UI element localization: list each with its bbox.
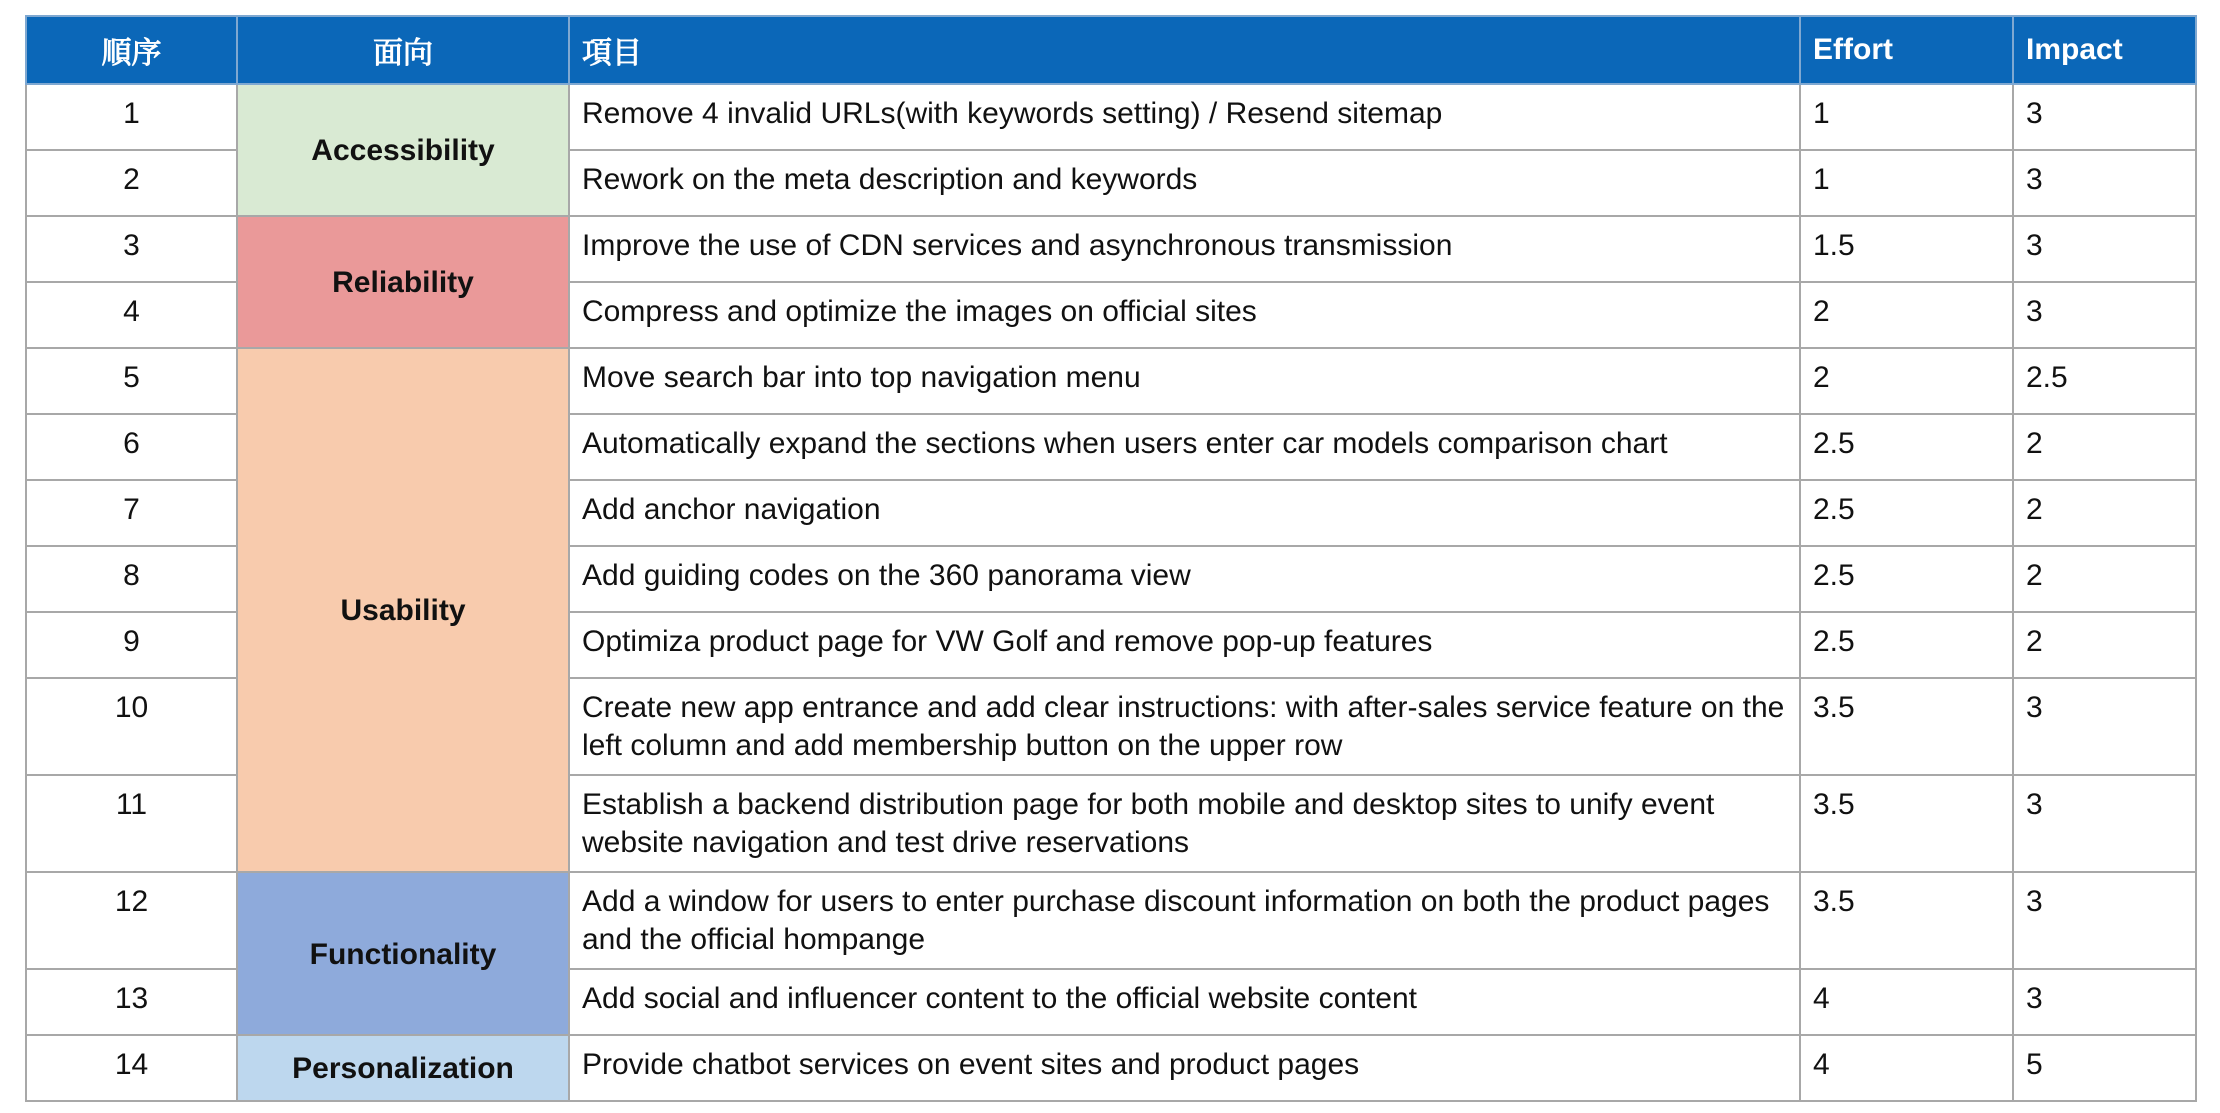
row-effort: 2.5 (1800, 414, 2013, 480)
header-item: 項目 (569, 16, 1800, 84)
row-item: Improve the use of CDN services and asynchronous transmission (569, 216, 1800, 282)
header-index: 順序 (26, 16, 237, 84)
row-impact: 3 (2013, 216, 2196, 282)
improvement-plan-table (25, 15, 2197, 1102)
row-impact: 2 (2013, 546, 2196, 612)
row-index: 12 (26, 872, 237, 969)
table-row (26, 84, 2196, 150)
row-effort: 4 (1800, 1035, 2013, 1101)
row-effort: 3.5 (1800, 775, 2013, 872)
row-item: Compress and optimize the images on official sites (569, 282, 1800, 348)
row-item: Add guiding codes on the 360 panorama view (569, 546, 1800, 612)
row-index: 8 (26, 546, 237, 612)
row-impact: 3 (2013, 150, 2196, 216)
category-accessibility: Accessibility (237, 84, 569, 216)
row-impact: 3 (2013, 969, 2196, 1035)
row-item: Provide chatbot services on event sites and product pages (569, 1035, 1800, 1101)
row-impact: 5 (2013, 1035, 2196, 1101)
table-header-row (26, 16, 2196, 84)
row-impact: 2.5 (2013, 348, 2196, 414)
row-impact: 3 (2013, 84, 2196, 150)
row-impact: 3 (2013, 282, 2196, 348)
row-effort: 1 (1800, 150, 2013, 216)
row-index: 3 (26, 216, 237, 282)
row-item: Rework on the meta description and keywords (569, 150, 1800, 216)
row-effort: 3.5 (1800, 872, 2013, 969)
row-item: Add a window for users to enter purchase discount information on both the product pages and the official hompange (569, 872, 1800, 969)
row-item: Optimiza product page for VW Golf and remove pop-up features (569, 612, 1800, 678)
row-index: 5 (26, 348, 237, 414)
row-item: Establish a backend distribution page for both mobile and desktop sites to unify event website navigation and test drive reservations (569, 775, 1800, 872)
header-impact: Impact (2013, 16, 2196, 84)
row-effort: 2.5 (1800, 612, 2013, 678)
table-row (26, 216, 2196, 282)
row-effort: 2 (1800, 348, 2013, 414)
category-personalization: Personalization (237, 1035, 569, 1101)
row-index: 6 (26, 414, 237, 480)
row-impact: 2 (2013, 480, 2196, 546)
row-impact: 2 (2013, 414, 2196, 480)
improvement-plan-table-wrapper (25, 15, 2195, 1102)
row-index: 9 (26, 612, 237, 678)
header-effort: Effort (1800, 16, 2013, 84)
row-index: 2 (26, 150, 237, 216)
table-row (26, 1035, 2196, 1101)
row-index: 13 (26, 969, 237, 1035)
row-index: 4 (26, 282, 237, 348)
row-index: 14 (26, 1035, 237, 1101)
row-item: Automatically expand the sections when users enter car models comparison chart (569, 414, 1800, 480)
row-impact: 3 (2013, 678, 2196, 775)
row-effort: 2 (1800, 282, 2013, 348)
row-effort: 2.5 (1800, 546, 2013, 612)
row-item: Add anchor navigation (569, 480, 1800, 546)
row-effort: 2.5 (1800, 480, 2013, 546)
row-index: 1 (26, 84, 237, 150)
category-reliability: Reliability (237, 216, 569, 348)
row-index: 7 (26, 480, 237, 546)
row-effort: 1 (1800, 84, 2013, 150)
row-item: Create new app entrance and add clear instructions: with after-sales service feature on the left column and add membership button on the upper row (569, 678, 1800, 775)
table-row (26, 872, 2196, 969)
row-item: Remove 4 invalid URLs(with keywords setting) / Resend sitemap (569, 84, 1800, 150)
category-functionality: Functionality (237, 872, 569, 1035)
row-index: 10 (26, 678, 237, 775)
row-item: Move search bar into top navigation menu (569, 348, 1800, 414)
row-impact: 3 (2013, 872, 2196, 969)
row-index: 11 (26, 775, 237, 872)
category-usability: Usability (237, 348, 569, 872)
row-effort: 1.5 (1800, 216, 2013, 282)
row-item: Add social and influencer content to the official website content (569, 969, 1800, 1035)
header-aspect: 面向 (237, 16, 569, 84)
row-effort: 3.5 (1800, 678, 2013, 775)
row-impact: 3 (2013, 775, 2196, 872)
row-impact: 2 (2013, 612, 2196, 678)
row-effort: 4 (1800, 969, 2013, 1035)
table-row (26, 348, 2196, 414)
